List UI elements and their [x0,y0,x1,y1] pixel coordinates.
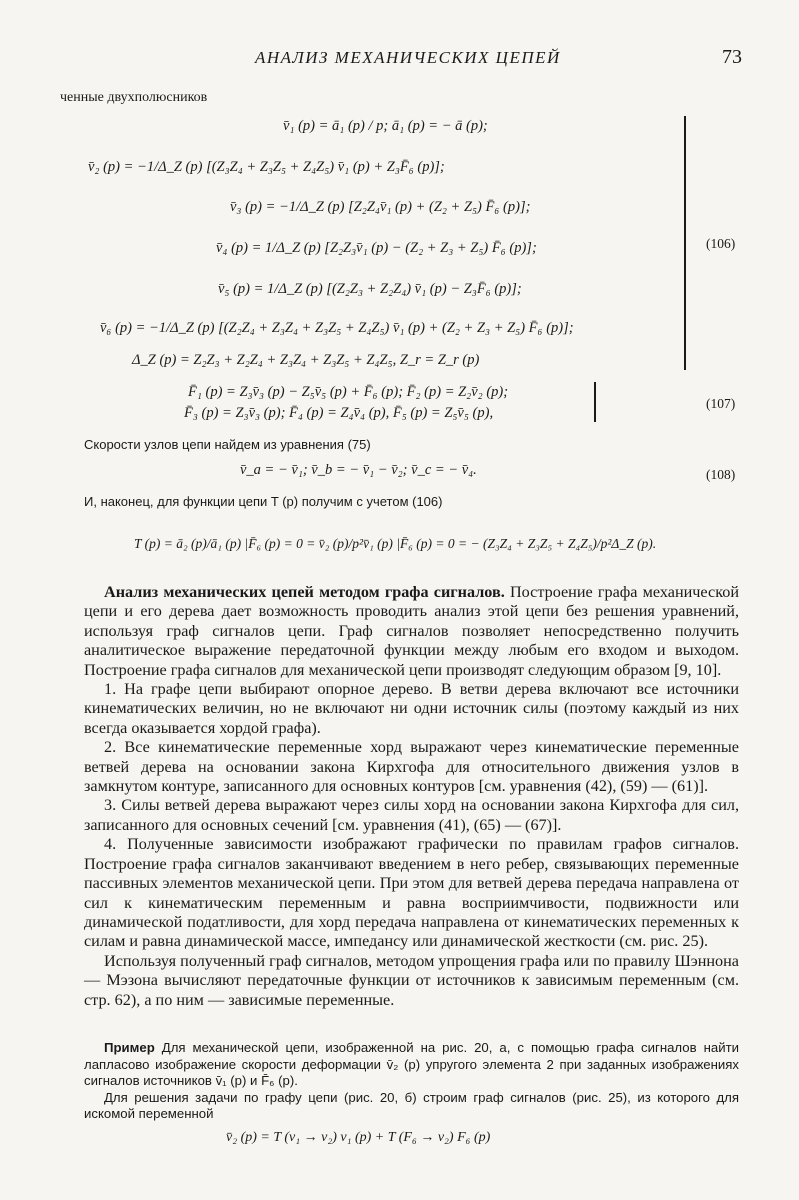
equation-106-6: v̄₆ (p) = −1/Δ_Z (p) [(Z₂Z₄ + Z₃Z₄ + Z₃Z₅ + Z₄Z₅) v̄₁ (p) + (Z₂ + Z₃ + Z₅) F̄₆ (p)]; [100,320,574,336]
equation-number-108: (108) [706,467,736,482]
section-paragraph-text: Построение графа механической цепи и его дерева дает возможность проводить анализ этой цепи без решения уравнений, используя граф сигналов цепи. Граф сигналов позволяет непосредственно получить аналитическое выражение передаточной функции между любым его входом и выходом. Построение графа сигналов для механической цепи производят следующим образом [9, 10]. [84,583,739,679]
brace-106 [676,116,686,370]
equation-107-1: F̄₁ (p) = Z₃v̄₃ (p) − Z₅v̄₅ (p) + F̄₆ (p); F̄₂ (p) = Z₂v̄₂ (p); [188,384,509,400]
equation-number-107: (107) [706,396,736,411]
example-block [84,1040,739,1123]
section-title: Анализ механических цепей методом графа сигналов. [104,583,505,601]
step-2: 2. Все кинематические переменные хорд выражают через кинематические переменные ветвей дерева на основании закона Кирхгофа для относительного движения узлов в замкнутом контуре, записанного для основных контуров [см. уравнения (42), (59) — (61)]. [84,738,739,796]
equation-107-2: F̄₃ (p) = Z₃v̄₃ (p); F̄₄ (p) = Z₄v̄₄ (p), F̄₅ (p) = Z₅v̄₅ (p), [184,405,494,421]
equation-106-3: v̄₃ (p) = −1/Δ_Z (p) [Z₂Z₄v̄₁ (p) + (Z₂ + Z₅) F̄₆ (p)]; [230,199,531,215]
equation-106-1: v̄₁ (p) = ā₁ (p) / p; ā₁ (p) = − ā (p); [283,118,488,134]
equation-106-2: v̄₂ (p) = −1/Δ_Z (p) [(Z₃Z₄ + Z₃Z₅ + Z₄Z₅) v̄₁ (p) + Z₃F̄₆ (p)]; [88,159,445,175]
final-equation: v̄₂ (p) = T (v₁ → v₂) v₁ (p) + T (F₆ → v₂) F₆ (p) [226,1130,491,1145]
intro-line: ченные двухполюсников [60,90,208,105]
closing-paragraph: Используя полученный граф сигналов, методом упрощения графа или по правилу Шэннона — Мэзона вычисляют передаточные функции от источников к зависимым переменным (см. стр. 62), а по ним — зависимые переменные. [84,951,739,1009]
page-header [0,44,799,74]
example-paragraph [84,1040,739,1090]
equation-106-7: Δ_Z (p) = Z₂Z₃ + Z₂Z₄ + Z₃Z₄ + Z₃Z₅ + Z₄Z₅, Z_r = Z_r (p) [132,352,480,368]
running-title: АНАЛИЗ МЕХАНИЧЕСКИХ ЦЕПЕЙ [255,48,561,67]
step-3: 3. Силы ветвей дерева выражают через силы хорд на основании закона Кирхгофа для сил, записанного для основных сечений [см. уравнения (41), (65) — (67)]. [84,796,739,834]
step-4: 4. Полученные зависимости изображают графически по правилам графов сигналов. Построение графа сигналов заканчивают введением в него ребер, связывающих переменные пассивных элементов механической цепи. При этом для ветвей дерева передача направлена от сил к кинематическим переменным и равна восприимчивости, подвижности или динамической податливости, для хорд передача направлена от кинематических переменных к силам и равна динамической массе, импедансу или динамической жесткости (см. рис. 25). [84,835,739,951]
page-number: 73 [722,46,742,68]
equation-106-4: v̄₄ (p) = 1/Δ_Z (p) [Z₂Z₃v̄₁ (p) − (Z₂ + Z₃ + Z₅) F̄₆ (p)]; [216,240,537,256]
transfer-sentence: И, наконец, для функции цепи T (p) получим с учетом (106) [84,494,443,509]
equation-106-5: v̄₅ (p) = 1/Δ_Z (p) [(Z₂Z₃ + Z₂Z₄) v̄₁ (p) − Z₃F̄₆ (p)]; [218,281,522,297]
transfer-equation: T (p) = ā₂ (p)/ā₁ (p) |F̄₆ (p) = 0 = v̄₂ (p)/p²v̄₁ (p) |F̄₆ (p) = 0 = − (Z₃Z₄ + Z₃Z₅ + Z₄Z₅)/p²Δ_Z (p). [134,536,657,551]
section-body [84,583,739,1010]
equation-108: v̄_a = − v̄₁; v̄_b = − v̄₁ − v̄₂; v̄_c = − v̄₄. [240,462,477,478]
step-1: 1. На графе цепи выбирают опорное дерево. В ветви дерева включают все источники кинематических величин, но не включают ни одни источник силы (поэтому каждый из них всегда оказывается хордой графа). [84,680,739,737]
brace-107 [588,382,596,422]
example-solution: Для решения задачи по графу цепи (рис. 20, б) строим граф сигналов (рис. 25), из которого для искомой переменной [84,1089,739,1121]
equation-number-106: (106) [706,236,736,251]
nodes-sentence: Скорости узлов цепи найдем из уравнения (75) [84,437,371,452]
example-text: Для механической цепи, изображенной на рис. 20, а, с помощью графа сигналов найти лапласово изображение скорости деформации v̄₂ (p) упругого элемента 2 при заданных изображениях сигналов источников v̄₁ (p) и F̄₆ (p). [84,1040,739,1088]
example-label: Пример [104,1040,155,1055]
section-paragraph [84,583,739,680]
